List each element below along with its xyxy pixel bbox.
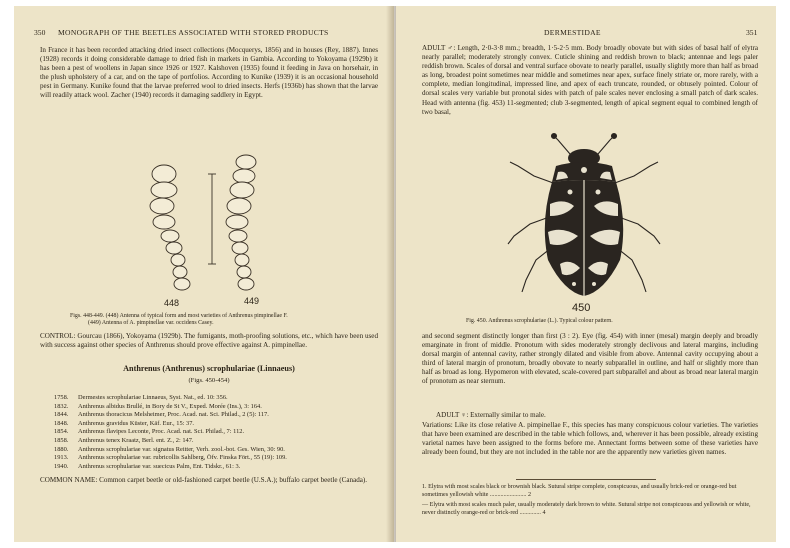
synonym-text: Anthrenus scrophulariae var. signatus Reitter, Verh. zool.-bot. Ges. Wien, 30: 90. xyxy=(78,445,285,453)
synonym-entry xyxy=(54,454,374,463)
figure-caption: Fig. 450. Anthrenus scrophulariae (L.). Typical colour pattern. xyxy=(466,318,613,324)
synonym-year: 1758. xyxy=(54,394,69,401)
synonym-text: Dermestes scrophulariae Linnaeus, Syst. Nat., ed. 10: 356. xyxy=(78,394,228,401)
variety-key xyxy=(422,484,762,520)
synonym-entry xyxy=(54,463,374,472)
synonym-year: 1913. xyxy=(54,454,69,462)
figure-caption-line-1: Figs. 448-449. (448) Antenna of typical form and most varieties of Anthrenus pimpinellae F. xyxy=(70,313,288,319)
synonym-text: Anthrenus scrophulariae var. suecicus Palm, Ent. Tidskr., 61: 3. xyxy=(78,462,241,470)
synonym-entry xyxy=(54,394,374,403)
synonym-text: Anthrenus thoracicus Melsheimer, Proc. Acad. nat. Sci. Philad., 2 (5): 117. xyxy=(78,411,269,419)
figure-label-448: 448 xyxy=(164,298,180,308)
species-heading: Anthrenus (Anthrenus) scrophulariae (Linnaeus) xyxy=(123,364,295,373)
synonym-year: 1848. xyxy=(54,419,69,427)
running-head: MONOGRAPH OF THE BEETLES ASSOCIATED WITH STORED PRODUCTS xyxy=(58,28,329,37)
control-paragraph: CONTROL: Gourcau (1866), Yokoyama (1929b). The fumigants, moth-proofing solutions, etc., which have been used with success against other species of Anthrenus should prove effective against A. pimpinellae. xyxy=(40,332,378,350)
synonym-entry xyxy=(54,437,374,446)
antenna-448-drawing xyxy=(150,165,190,290)
synonym-year: 1832. xyxy=(54,402,69,410)
figure-caption-line-2: (449) Antenna of A. pimpinellae var. occidens Casey. xyxy=(88,320,214,327)
variations-paragraph: Variations: Like its close relative A. pimpinellae F., this species has many conspicuous colour varieties. The varieties that have been examined are described in the table which follows, and, wherever it has been possible, already existing varietal names have been assigned to the forms before me. Annectant forms between some of these varieties have already been found, but they are not included in the table nor are the apparently new varieties given names. xyxy=(422,421,758,457)
key-divider xyxy=(516,479,656,480)
key-couplet: 1. Elytra with most scales black or brownish black. Sutural stripe complete, conspicuous, and usually brick-red or orange-red but sometimes yellowish white ........................ 2 xyxy=(422,484,737,498)
synonym-entry xyxy=(54,420,374,429)
left-page xyxy=(14,6,394,542)
key-couplet: — Elytra with most scales much paler, usually moderately dark brown to white. Sutural stripe not conspicuous and yellowish or white, never distinctly orange-red or brick-red .............. 4 xyxy=(422,502,751,516)
page-number: 350 xyxy=(34,28,46,37)
synonym-text: Anthrenus albidus Brullé, in Bory de St V., Exped. Morée (Ins.), 3: 164. xyxy=(78,402,262,410)
synonym-year: 1858. xyxy=(54,436,69,444)
figure-caption xyxy=(70,313,370,327)
synonym-year: 1940. xyxy=(54,462,69,470)
adult-female-line: ADULT ♀: Externally similar to male. xyxy=(436,411,546,419)
synonym-entry xyxy=(54,428,374,437)
right-page xyxy=(396,6,776,542)
synonym-text: Anthrenus scrophulariae var. rubricollis Sahlberg, Öfv. Finska Fört., 55 (19): 109. xyxy=(78,454,287,462)
synonymy-list xyxy=(54,394,374,471)
running-head: DERMESTIDAE xyxy=(544,28,601,37)
common-name-paragraph: COMMON NAME: Common carpet beetle or old-fashioned carpet beetle (U.S.A.); buffalo carpet beetle (Canada). xyxy=(40,476,368,484)
synonym-year: 1854. xyxy=(54,428,69,436)
adult-male-paragraph: ADULT ♂: Length, 2·0-3·8 mm.; breadth, 1·5-2·5 mm. Body broadly obovate but with sides of basal half of elytra nearly parallel; moderately strongly convex. Cuticle shining and reddish brown to black; antennae and legs paler reddish brown. Scales of dorsal and ventral surface obovate to nearly parallel, usually slightly more than half as broad as long, broadest point sometimes near middle and sometimes near apex, surface finely striate or, more rarely, with a complete, median longitudinal, impressed line, and apex of each truncate, rounded, or obtusely pointed. Colour of dorsal scales very variable but pronotal sides with patch of pale scales never enclosing a small patch of dark scales. Head with antenna (fig. 453) 11-segmented; club 3-segmented, length of apical segment equal to combined length of two basal, xyxy=(422,44,758,116)
continuation-paragraph: and second segment distinctly longer than first (3 : 2). Eye (fig. 454) with inner (mesal) margin deeply and broadly emarginate in front of middle. Pronotum with sides moderately strongly declivous and lateral margins, including dorsal margin of antennal cavity, rather strongly dilated and visible from above. Antennal cavity occupying about a third of lateral margin of pronotum, broadly obovate to nearly subparallel in outline, and half or slightly more than half as broad as long. Hypomeron with elevated, scale-covered part subparallel and about as broad near lateral margin of pronotum as near sternum. xyxy=(422,332,758,386)
synonym-text: Anthrenus tenex Kraatz, Berl. ent. Z., 2: 147. xyxy=(78,436,194,444)
figure-label-450: 450 xyxy=(572,302,591,314)
synonym-entry xyxy=(54,403,374,412)
synonym-entry xyxy=(54,411,374,420)
page-number: 351 xyxy=(746,28,758,37)
figures-reference: (Figs. 450-454) xyxy=(188,377,230,384)
antenna-449-drawing xyxy=(226,155,256,290)
synonym-text: Anthrenus flavipes Leconte, Proc. Acad. nat. Sci. Philad., 7: 112. xyxy=(78,428,245,436)
beetle-figure xyxy=(504,132,664,308)
antenna-figure xyxy=(134,154,274,304)
synonym-entry xyxy=(54,446,374,455)
figure-label-449: 449 xyxy=(244,296,260,306)
synonym-year: 1844. xyxy=(54,411,69,419)
synonym-year: 1880. xyxy=(54,445,69,453)
synonym-text: Anthrenus gravidus Küster, Käf. Eur., 15: 37. xyxy=(78,419,194,427)
intro-paragraph: In France it has been recorded attacking dried insect collections (Mocquerys, 1856) and in houses (Rey, 1887). Innes (1928) records it doing considerable damage to dried fish in markets in Gambia. According to Yokoyama (1929b) it has been a pest of woollens in Japan since 1926 or 1927. Kalshoven (1935) found it feeding in Java on horsehair, in the plush upholstery of a car, and on the tape of portfolios. According to Kunike (1939) it is an occasional household pest in Germany. Kunike found that the larvae preferred wool to dried insects. Herfs (1936b) has shown that the larvae will readily attack wool. Zacher (1940) records it damaging saddlery in Egypt. xyxy=(40,46,378,100)
